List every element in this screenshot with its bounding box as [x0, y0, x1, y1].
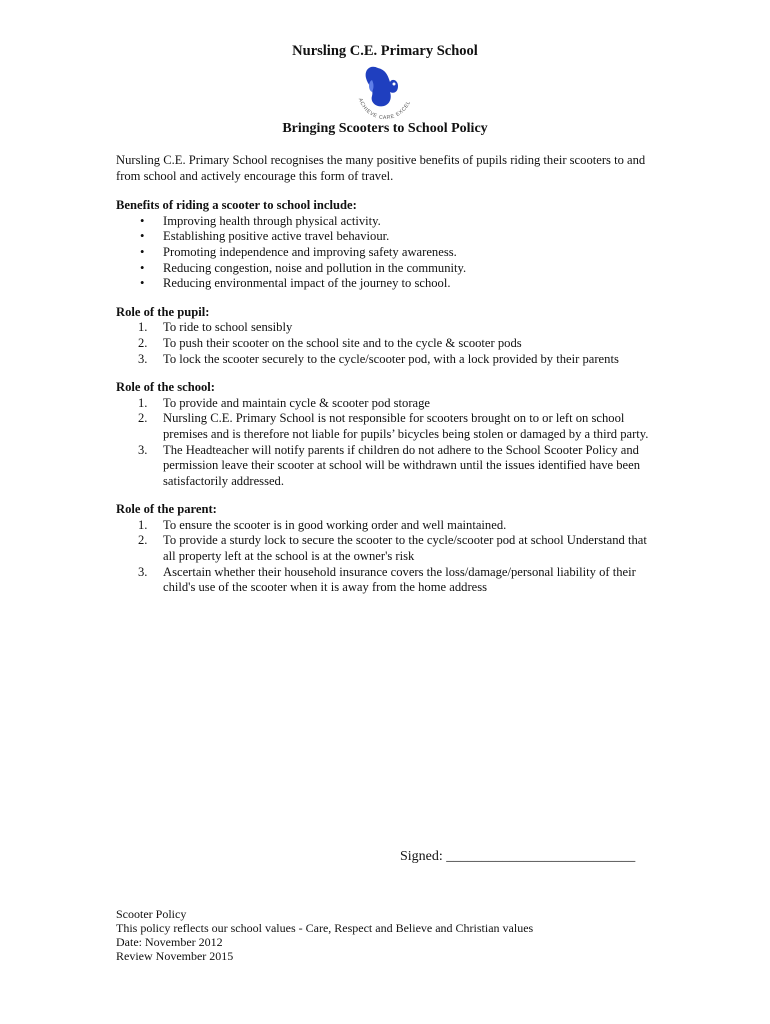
list-number: 3.	[138, 351, 148, 366]
list-item: • Promoting independence and improving safety awareness.	[116, 245, 652, 261]
footer-policy-name: Scooter Policy	[116, 907, 187, 921]
list-number: 3.	[138, 564, 148, 579]
list-text: Nursling C.E. Primary School is not responsible for scooters brought on to or left on school premises and is therefore not liable for pupils’ bicycles being stolen or damaged by a third party.	[163, 411, 649, 441]
list-number: 1.	[138, 395, 148, 410]
school-logo-squirrel-icon	[350, 60, 420, 120]
list-text: To push their scooter on the school site and to the cycle & scooter pods	[163, 335, 522, 350]
list-text: To provide and maintain cycle & scooter pod storage	[163, 395, 431, 410]
list-number: 1.	[138, 320, 148, 335]
list-number: 2.	[138, 335, 148, 350]
list-item	[116, 518, 652, 534]
list-item: • Improving health through physical activity.	[116, 214, 652, 230]
list-text: To ride to school sensibly	[163, 320, 293, 335]
footer-review-date: Review November 2015	[116, 949, 234, 963]
school-heading: Role of the school:	[116, 380, 215, 395]
list-item: • Reducing environmental impact of the journey to school.	[116, 276, 652, 292]
list-item: • Reducing congestion, noise and pollution in the community.	[116, 261, 652, 277]
list-text: To ensure the scooter is in good working order and well maintained.	[163, 517, 507, 532]
list-item	[116, 320, 652, 336]
logo-motto: ACHIEVE CARE EXCEL	[356, 97, 413, 120]
list-text: Ascertain whether their household insurance covers the loss/damage/personal liability of their child's use of the scooter when it is away from the home address	[163, 564, 636, 595]
footer-values: This policy reflects our school values - Care, Respect and Believe and Christian values	[116, 921, 534, 935]
list-item	[116, 352, 652, 368]
list-text: To provide a sturdy lock to secure the scooter to the cycle/scooter pod at school Understand that all property left at the school is at the owner's risk	[163, 533, 647, 564]
list-item	[116, 336, 652, 352]
list-item	[116, 411, 652, 442]
pupil-list	[116, 320, 652, 351]
list-number: 3.	[138, 442, 148, 457]
parent-heading: Role of the parent:	[116, 502, 217, 517]
list-text: The Headteacher will notify parents if children do not adhere to the School Scooter Policy and permission leave their scooter at school will be withdrawn until the issues identified have been satisfactorily addressed.	[163, 442, 641, 488]
list-item: • Establishing positive active travel behaviour.	[116, 229, 652, 245]
footer-date: Date: November 2012	[116, 935, 223, 949]
pupil-heading: Role of the pupil:	[116, 304, 210, 319]
list-item	[116, 565, 652, 596]
parent-list	[116, 518, 652, 596]
list-item	[116, 396, 652, 412]
list-item	[116, 533, 652, 564]
document-footer	[116, 907, 616, 963]
list-number: 2.	[138, 411, 148, 426]
signature-line: Signed: ___________________________	[400, 849, 636, 864]
list-text: To lock the scooter securely to the cycle/scooter pod, with a lock provided by their parents	[163, 351, 619, 366]
school-name: Nursling C.E. Primary School	[292, 43, 478, 59]
intro-paragraph: Nursling C.E. Primary School recognises the many positive benefits of pupils riding their scooters to and from school and actively encourage this form of travel.	[116, 153, 646, 183]
list-number: 1.	[138, 517, 148, 532]
policy-body	[116, 153, 652, 609]
benefits-list	[116, 214, 652, 292]
benefits-heading: Benefits of riding a scooter to school include:	[116, 198, 357, 213]
school-list	[116, 396, 652, 490]
policy-title: Bringing Scooters to School Policy	[282, 121, 488, 136]
list-number: 2.	[138, 533, 148, 548]
list-item	[116, 443, 652, 490]
